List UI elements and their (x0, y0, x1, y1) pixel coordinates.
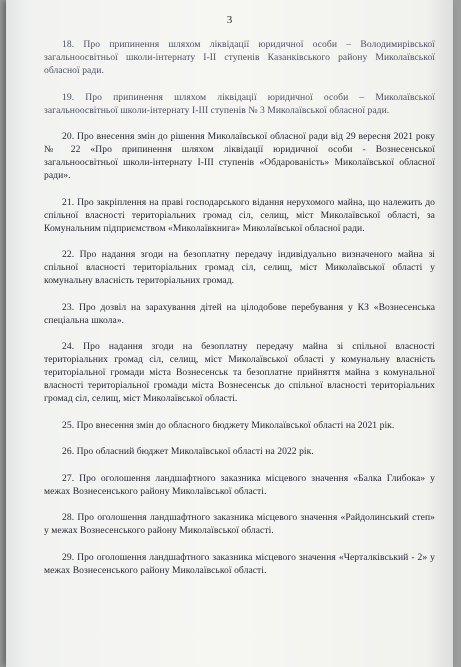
agenda-item: 25. Про внесення змін до обласного бюджету Миколаївської області на 2021 рік. (62, 419, 395, 431)
page-number: 3 (226, 14, 233, 26)
document-page (6, 0, 453, 667)
agenda-item: 27. Про оголошення ландшафтного заказника місцевого значення «Балка Глибока» у межах Вознесенського району Миколаївської області. (44, 472, 435, 497)
agenda-item: 24. Про надання згоди на безоплатну передачу майна зі спільної власності територіальних громад сіл, селищ, міст Миколаївської області у комунальну власність територіальної громади міста Вознесенськ та безоплатне прийняття майна з комунальної власності територіальної громади міста Вознесенськ до спільної власності територіальних громад сіл, селищ, міст Миколаївської області. (44, 341, 435, 404)
agenda-item: 19. Про припинення шляхом ліквідації юридичної особи – Миколаївської загальноосвітньої школи-інтернату І-ІІІ ступенів № 3 Миколаївської обласної ради. (44, 91, 435, 116)
agenda-item: 26. Про обласний бюджет Миколаївської області на 2022 рік. (62, 446, 314, 457)
agenda-item: 21. Про закріплення на праві господарського відання нерухомого майна, що належить до спільної власності територіальних громад сіл, селищ, міст Миколаївської області, за Комунальним підприємством «Миколаївкнига» Миколаївської обласної ради. (44, 196, 435, 234)
agenda-item: 20. Про внесення змін до рішення Миколаївської обласної ради від 29 вересня 2021 року № 22 «Про припинення шляхом ліквідації юридичної особи - Вознесенської загальноосвітньої школи-інтернату І-ІІІ ступенів «Обдарованість» Миколаївської обласної ради». (44, 131, 435, 181)
agenda-item: 28. Про оголошення ландшафтного заказника місцевого значення «Райдолинський степ» у межах Вознесенського району Миколаївської області. (44, 512, 435, 536)
agenda-item: 29. Про оголошення ландшафтного заказника місцевого значення «Черталківський - 2» у межах Вознесенського району Миколаївської області. (44, 551, 435, 576)
agenda-item: 23. Про дозвіл на зарахування дітей на цілодобове перебування у КЗ «Вознесенська спеціальна школа». (44, 301, 435, 326)
agenda-list (44, 38, 435, 590)
agenda-item: 22. Про надання згоди на безоплатну передачу індивідуально визначеного майна зі спільної власності територіальних громад сіл, селищ, міст Миколаївської області у комунальну власність територіальних громад. (44, 249, 435, 286)
agenda-item: 18. Про припинення шляхом ліквідації юридичної особи – Володимирівської загальноосвітньої школи-інтернату І-ІІ ступенів Казанківського району Миколаївської обласної ради. (44, 39, 435, 76)
